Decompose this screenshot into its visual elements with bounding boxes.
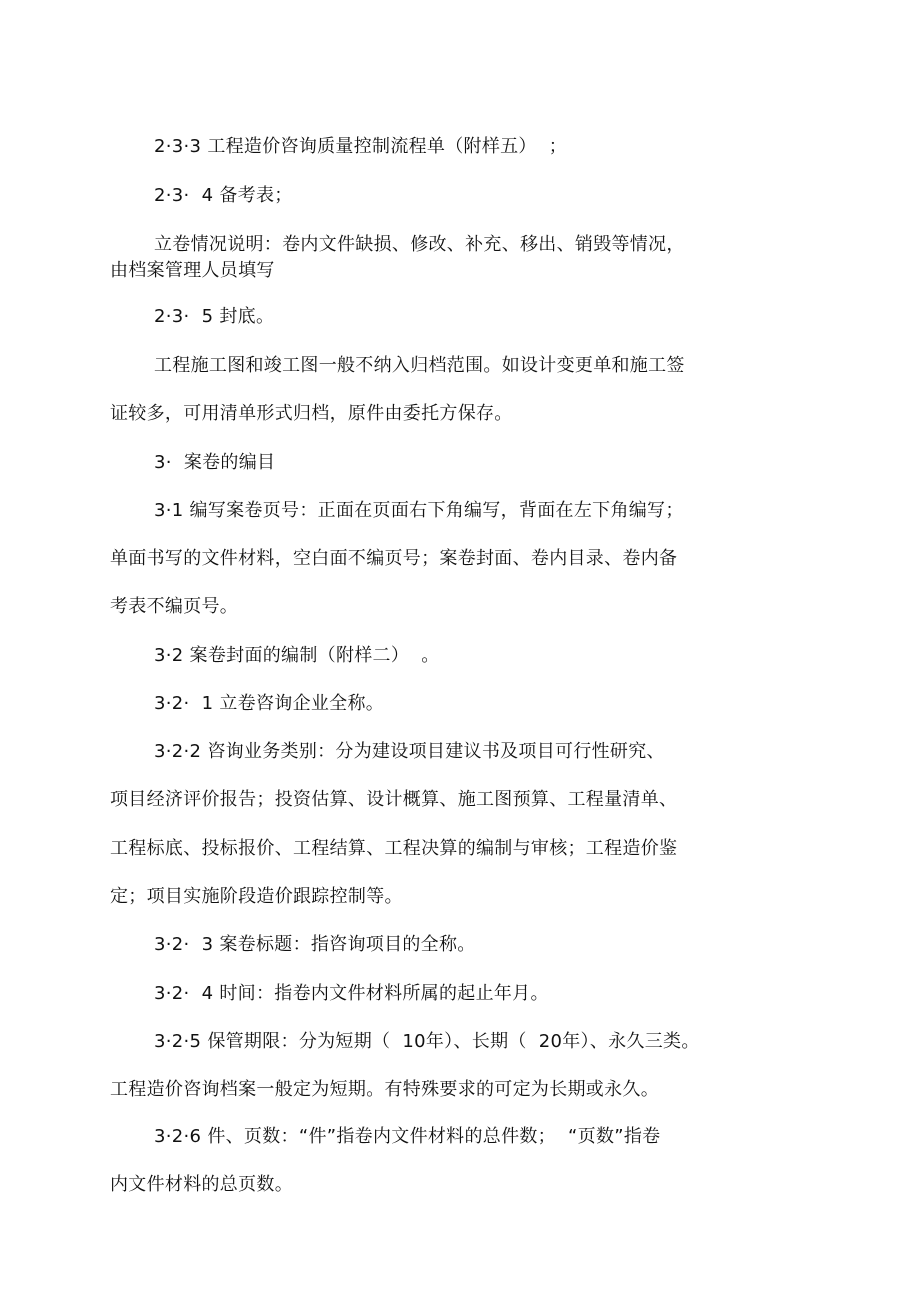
section-3-2-5-line-1: 3·2·5 保管期限：分为短期（ 10年）、长期（ 20年）、永久三类。: [154, 1031, 700, 1052]
section-3-2-2-line-1: 3·2·2 咨询业务类别：分为建设项目建议书及项目可行性研究、: [154, 741, 665, 762]
section-2-3-5-line: 2·3· 5 封底。: [154, 306, 275, 327]
drawings-paragraph-line-2: 证较多，可用清单形式归档，原件由委托方保存。: [110, 403, 513, 424]
section-3-2-line: 3·2 案卷封面的编制（附样二） 。: [154, 645, 440, 666]
section-3-1-line-2: 单面书写的文件材料，空白面不编页号；案卷封面、卷内目录、卷内备: [110, 548, 678, 569]
section-3-2-5-line-2: 工程造价咨询档案一般定为短期。有特殊要求的可定为长期或永久。: [110, 1079, 659, 1100]
section-3-2-2-line-3: 工程标底、投标报价、工程结算、工程决算的编制与审核；工程造价鉴: [110, 838, 678, 859]
section-3-heading: 3· 案卷的编目: [154, 452, 276, 473]
filing-note-line-1: 立卷情况说明：卷内文件缺损、修改、补充、移出、销毁等情况，: [154, 234, 685, 255]
section-3-2-6-line-2: 内文件材料的总页数。: [110, 1174, 293, 1195]
section-3-2-2-line-4: 定；项目实施阶段造价跟踪控制等。: [110, 886, 403, 907]
section-3-2-3-line: 3·2· 3 案卷标题：指咨询项目的全称。: [154, 934, 476, 955]
section-3-2-2-line-2: 项目经济评价报告；投资估算、设计概算、施工图预算、工程量清单、: [110, 789, 678, 810]
filing-note-line-2: 由档案管理人员填写: [110, 260, 275, 281]
section-2-3-4-line: 2·3· 4 备考表；: [154, 185, 293, 206]
section-3-2-1-line: 3·2· 1 立卷咨询企业全称。: [154, 693, 385, 714]
drawings-paragraph-line-1: 工程施工图和竣工图一般不纳入归档范围。如设计变更单和施工签: [154, 355, 685, 376]
section-2-3-3-line: 2·3·3 工程造价咨询质量控制流程单（附样五） ；: [154, 136, 568, 157]
section-3-1-line-3: 考表不编页号。: [110, 596, 239, 617]
section-3-2-4-line: 3·2· 4 时间：指卷内文件材料所属的起止年月。: [154, 983, 549, 1004]
section-3-2-6-line-1: 3·2·6 件、页数：“件”指卷内文件材料的总件数； “页数”指卷: [154, 1126, 661, 1147]
section-3-1-line-1: 3·1 编写案卷页号：正面在页面右下角编写，背面在左下角编写；: [154, 500, 684, 521]
